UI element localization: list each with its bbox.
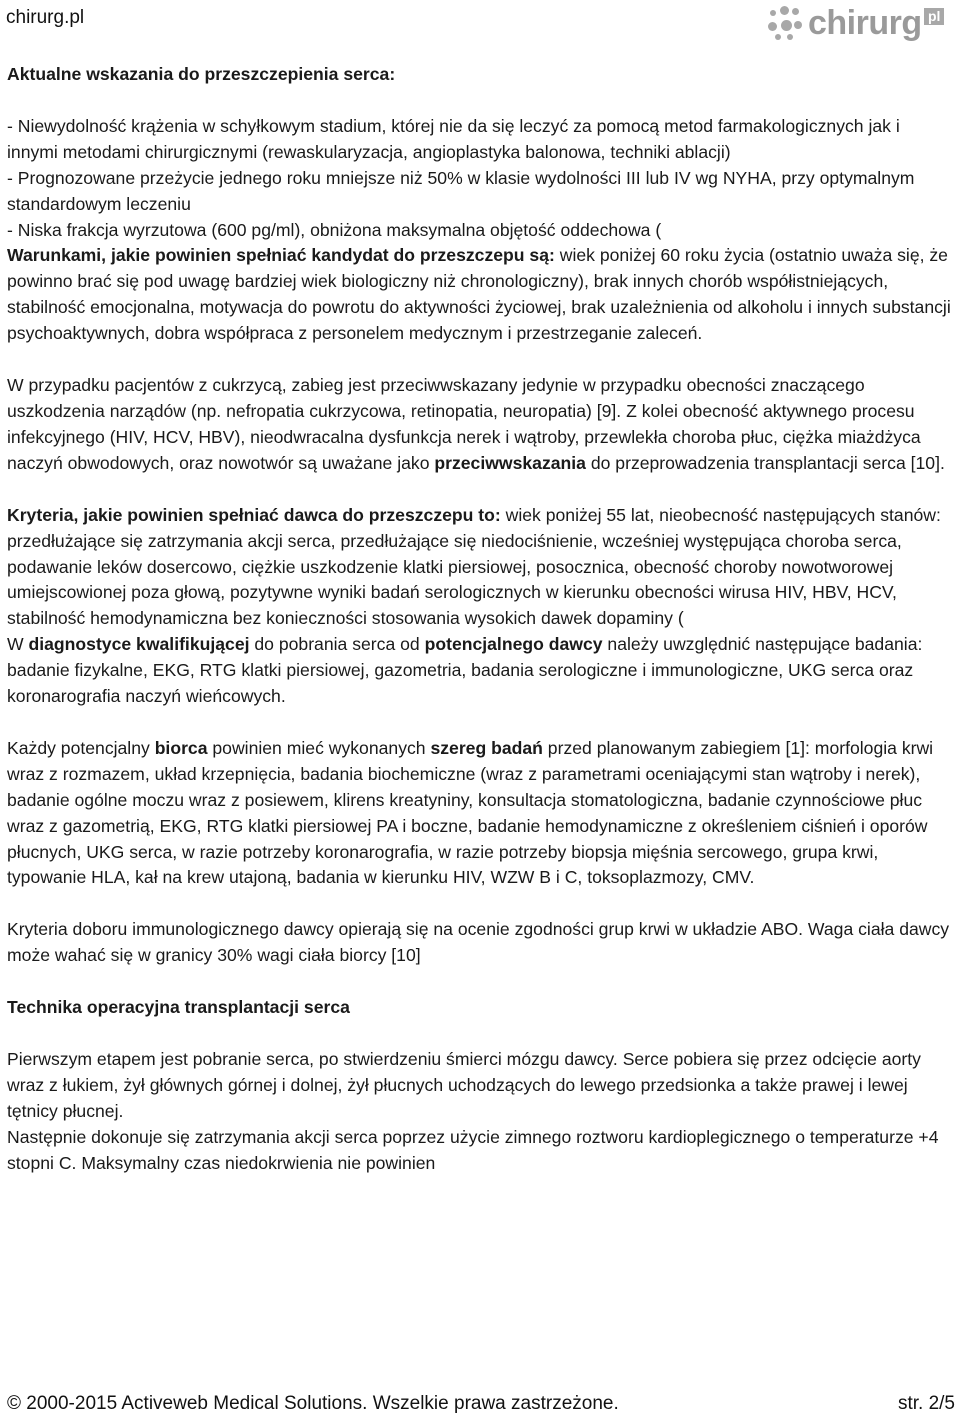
chirurg-logo[interactable] [766,2,956,44]
recipient-tests-paragraph [7,736,955,891]
article-content [7,62,955,1177]
indication-item-1: - Niewydolność krążenia w schyłkowym stadium, której nie da się leczyć za pomocą metod farmakologicznych jak i innymi metodami chirurgicznymi (rewaskularyzacja, angioplastyka balonowa, techniki ablacji) [7,115,900,162]
recipient-tests-bold-1: biorca [154,737,208,758]
donor-diagnostics-text-1: W [7,634,29,655]
site-name: chirurg.pl [6,7,85,28]
indication-item-3: - Niska frakcja wyrzutowa (600 pg/ml), obniżona maksymalna objętość oddechowa ( [7,219,662,240]
section-heading-indications: Aktualne wskazania do przeszczepienia serca: [7,64,396,84]
section-heading-technique: Technika operacyjna transplantacji serca [7,997,350,1018]
page-number: str. 2/5 [897,1393,955,1414]
contraindications-text-a: W przypadku pacjentów z cukrzycą, zabieg jest przeciwwskazany jedynie w przypadku obecności znaczącego uszkodzenia narządów (np. nefropatia cukrzycowa, retinopatia, neuropatia) [9]. Z kolei obecność aktywnego procesu infekcyjnego (HIV, HCV, HBV), nieodwracalna dysfunkcja nerek i wątroby, przewlekła choroba płuc, ciężka miażdżyca naczyń obwodowych, oraz nowotwór są uważane jako [7,375,921,473]
contraindications-text-b: do przeprowadzenia transplantacji serca [10]. [585,452,945,473]
donor-criteria-label: Kryteria, jakie powinien spełniać dawca do przeszczepu to: [7,504,501,525]
candidate-criteria-text: wiek poniżej 60 roku życia (ostatnio uważa się, że powinno brać się pod uwagę bardziej wiek biologiczny niż chronologiczny), brak innych chorób współistniejących, stabilność emocjonalna, motywacja do powrotu do aktywności życiowej, brak uzależnienia od alkoholu i innych substancji psychoaktywnych, dobra współpraca z personelem medycznym i przestrzeganie zaleceń. [7,245,951,344]
donor-diagnostics-paragraph [7,632,955,710]
footer-copyright: © 2000-2015 Activeweb Medical Solutions. Wszelkie prawa zastrzeżone. [7,1393,619,1414]
contraindications-paragraph [7,373,955,477]
donor-diagnostics-bold-2: potencjalnego dawcy [424,634,603,655]
page-header [0,0,960,52]
candidate-criteria-label: Warunkami, jakie powinien spełniać kandydat do przeszczepu są: [7,245,555,266]
logo-badge: pl [924,8,944,25]
contraindications-bold: przeciwwskazania [434,452,586,473]
indication-item-2: - Prognozowane przeżycie jednego roku mniejsze niż 50% w klasie wydolności III lub IV wg NYHA, przy optymalnym standardowym leczeniu [7,167,915,214]
donor-criteria-text: wiek poniżej 55 lat, nieobecność następujących stanów: przedłużające się zatrzymania akcji serca, przedłużające się niedociśnienie, wcześniej występująca choroba serca, podawanie leków dosercowo, ciężkie uszkodzenie klatki piersiowej, posocznica, obecność choroby nowotworowej umiejscowionej poza głową, pozytywne wyniki badań serologicznych w kierunku obecności wirusa HIV, HBV, HCV, stabilność hemodynamiczna bez konieczności stosowania wysokich dawek dopaminy ( [7,504,941,629]
immunological-criteria-paragraph: Kryteria doboru immunologicznego dawcy opierają się na ocenie zgodności grup krwi w układzie ABO. Waga ciała dawcy może wahać się w granicy 30% wagi ciała biorcy [10] [7,919,950,966]
candidate-criteria-paragraph [7,243,955,347]
technique-paragraph-2: Następnie dokonuje się zatrzymania akcji serca poprzez użycie zimnego roztworu kardioplegicznego o temperaturze +4 stopni C. Maksymalny czas niedokrwienia nie powinien [7,1126,939,1173]
recipient-tests-bold-2: szereg badań [430,737,543,758]
recipient-tests-text-3: przed planowanym zabiegiem [1]: morfologia krwi wraz z rozmazem, układ krzepnięcia, badania biochemiczne (wraz z parametrami oceniającymi stan wątroby i nerek), badanie ogólne moczu wraz z posiewem, klirens kreatyniny, konsultacja stomatologiczna, badanie czynnościowe płuc wraz z gazometrią, EKG, RTG klatki piersiowej PA i boczne, badanie hemodynamiczne z określeniem ciśnień i oporów płucnych, UKG serca, w razie potrzeby koronarografia, w razie potrzeby biopsja mięśnia sercowego, grupa krwi, typowanie HLA, kał na krew utajoną, badania w kierunku HIV, WZW B i C, toksoplazmozy, CMV. [7,737,934,888]
logo-text: chirurg [808,4,922,42]
donor-diagnostics-bold-1: diagnostyce kwalifikującej [28,634,250,655]
technique-paragraph-1: Pierwszym etapem jest pobranie serca, po stwierdzeniu śmierci mózgu dawcy. Serce pobiera się przez odcięcie aorty wraz z łukiem, żył głównych górnej i dolnej, żył płucnych uchodzących do lewego przedsionka a także prawej i lewej tętnicy płucnej. [7,1049,921,1121]
donor-diagnostics-text-2: do pobrania serca od [249,634,425,655]
recipient-tests-text-1: Każdy potencjalny [7,737,155,758]
donor-criteria-paragraph [7,503,955,633]
donor-diagnostics-text-3: należy uwzględnić następujące badania: badanie fizykalne, EKG, RTG klatki piersiowej, gazometria, badania serologiczne i immunologiczne, UKG serca oraz koronarografia naczyń wieńcowych. [7,634,923,707]
page-footer [7,1393,955,1415]
recipient-tests-text-2: powinien mieć wykonanych [207,737,431,758]
